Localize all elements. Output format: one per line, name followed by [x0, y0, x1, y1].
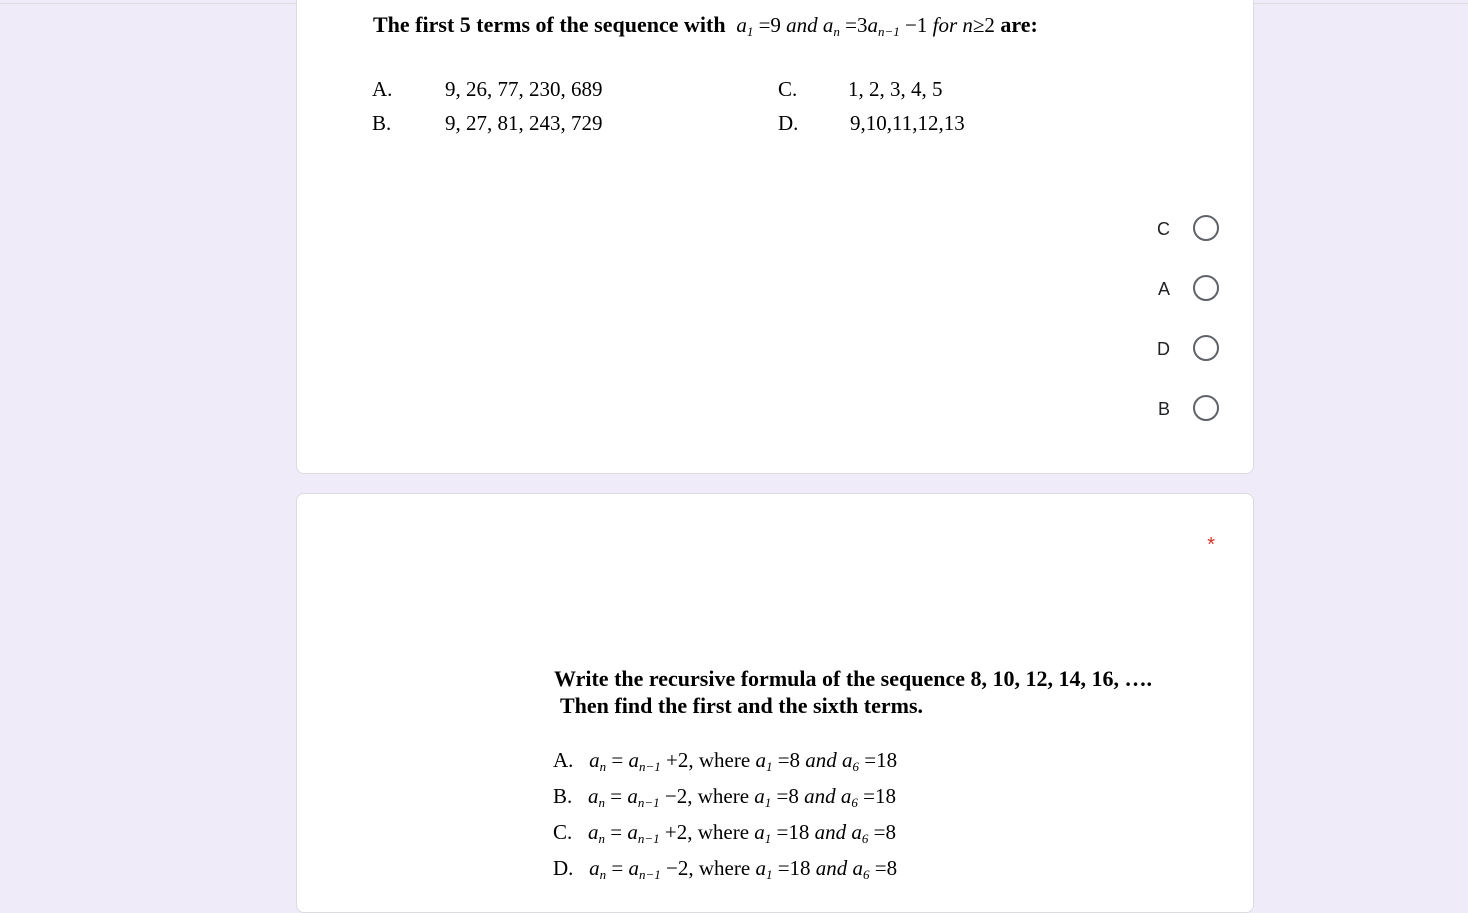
radio-label-b: B [1157, 399, 1170, 419]
q2-option-a-op: +2 [666, 748, 689, 772]
question-1-title [373, 12, 1038, 40]
q2-option-a-a6: 18 [876, 748, 898, 772]
q2-option-b-and: and [804, 784, 836, 808]
q2-option-c-letter: C. [553, 820, 573, 844]
radio-choice-a[interactable] [297, 270, 1255, 310]
radio-choice-d[interactable] [297, 330, 1255, 370]
question-1-suffix: are: [1000, 12, 1038, 37]
q2-option-b: B. $a_n = a_{n-1} -2$, where $a_1 =8$ and $a_6 =18$ [553, 784, 896, 810]
radio-label-d: D [1157, 339, 1170, 359]
q2-option-a-letter: A. [553, 748, 574, 772]
q2-option-c-where: where [697, 820, 750, 844]
question-2-line-1: Write the recursive formula of the sequence 8, 10, 12, 14, 16, …. [554, 666, 1152, 691]
q2-option-a-a1: 8 [789, 748, 801, 772]
question-card-2 [296, 493, 1254, 913]
option-c-value: 1, 2, 3, 4, 5 [848, 77, 943, 101]
radio-button-a[interactable] [1193, 275, 1219, 301]
option-b-value: 9, 27, 81, 243, 729 [445, 111, 603, 135]
option-d-letter: D. [778, 111, 799, 135]
q2-option-d-where: where [698, 856, 751, 880]
radio-button-d[interactable] [1193, 335, 1219, 361]
question-2-line-2: Then find the first and the sixth terms. [560, 693, 924, 718]
question-1-prefix: The first 5 terms of the sequence with [373, 12, 726, 37]
q2-option-c-a1: 18 [788, 820, 810, 844]
q2-option-c: C. $a_n = a_{n-1} +2$, where $a_1 =18$ and $a_6 =8$ [553, 820, 896, 846]
q2-option-b-where: where [697, 784, 750, 808]
q2-option-b-op: −2 [664, 784, 688, 808]
radio-choice-c[interactable] [297, 210, 1255, 250]
radio-label-c: C [1157, 219, 1170, 239]
q2-option-d-op: −2 [666, 856, 689, 880]
q2-option-d: D. $a_n = a_{n-1} -2$, where $a_1 =18$ and $a_6 =8$ [553, 856, 898, 882]
radio-choice-b[interactable] [297, 390, 1255, 430]
q2-option-b-a6: 18 [874, 784, 896, 808]
radio-button-c[interactable] [1193, 215, 1219, 241]
required-asterisk: * [1207, 534, 1215, 556]
q2-option-d-letter: D. [553, 856, 574, 880]
radio-button-b[interactable] [1193, 395, 1219, 421]
q2-option-b-a1: 8 [788, 784, 799, 808]
option-c-letter: C. [778, 77, 798, 101]
q2-option-a-where: where [698, 748, 751, 772]
option-b-letter: B. [372, 111, 392, 135]
q2-option-c-and: and [814, 820, 847, 844]
q2-option-a: A. $a_n = a_{n-1} +2$, where $a_1 =8$ and $a_6 =18$ [553, 748, 898, 774]
question-card-1 [296, 0, 1254, 474]
q2-option-c-op: +2 [664, 820, 688, 844]
question-1-formula: $a_1 =9$ and $a_n =3a_{n-1} -1$ for n≥2 [731, 13, 995, 39]
q2-option-c-a6: 8 [885, 820, 896, 844]
radio-label-a: A [1157, 279, 1170, 299]
q2-option-b-letter: B. [553, 784, 573, 808]
option-d-value: 9,10,11,12,13 [850, 111, 965, 135]
q2-option-a-and: and [805, 748, 837, 772]
q2-option-d-and: and [815, 856, 848, 880]
option-a-letter: A. [372, 77, 393, 101]
q2-option-d-a1: 18 [789, 856, 811, 880]
q2-option-d-a6: 8 [886, 856, 898, 880]
option-a-value: 9, 26, 77, 230, 689 [445, 77, 603, 101]
